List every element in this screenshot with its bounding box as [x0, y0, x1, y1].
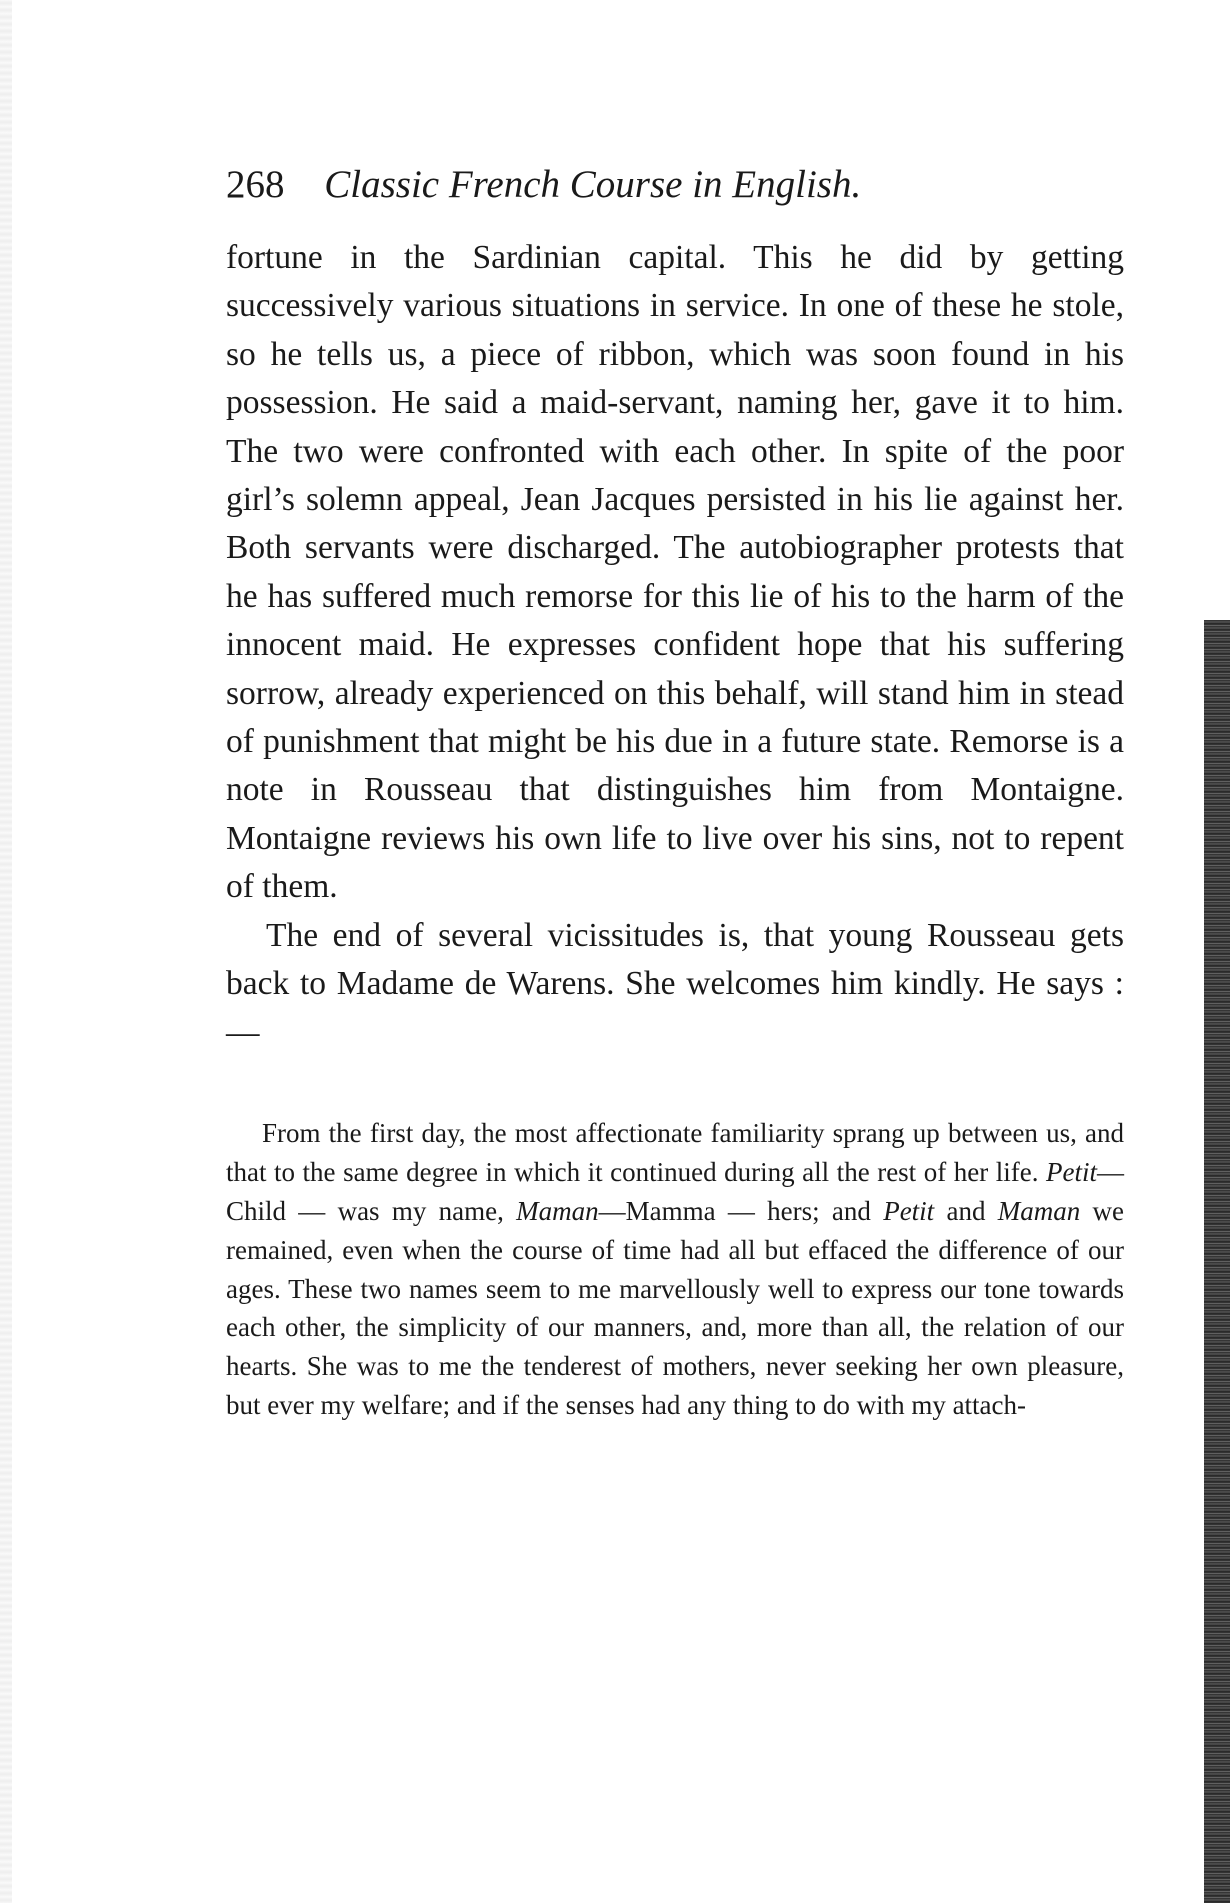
- page-left-edge: [0, 0, 12, 1903]
- body-paragraph-1: fortune in the Sardinian capital. This he did by getting successively various situations in service. In one of these he stole, so he tells us, a piece of ribbon, which was soon found in his possession. He said a maid-servant, naming her, gave it to him. The two were confronted with each other. In spite of the poor girl’s solemn appeal, Jean Jacques persisted in his lie against her. Both servants were discharged. The autobiographer protests that he has suffered much remorse for this lie of his to the harm of the innocent maid. He expresses confident hope that his suffering sorrow, already experienced on this behalf, will stand him in stead of punishment that might be his due in a future state. Remorse is a note in Rousseau that distinguishes him from Montaigne. Montaigne reviews his own life to live over his sins, not to repent of them.: [226, 239, 1124, 906]
- quote-text-5: we remained, even when the course of time had all but effaced the difference of our ages. These two names seem to me marvellously well to express our tone towards each other, the simplicity of our manners, and, more than all, the relation of our hearts. She was to me the tenderest of mothers, never seeking her own pleasure, but ever my welfare; and if the senses had any thing to do with my attach-: [226, 1195, 1124, 1421]
- quote-text-1: From the first day, the most affectionate familiarity sprang up between us, and that to the same degree in which it continued during all the rest of her life.: [226, 1117, 1124, 1187]
- block-quote: [226, 1114, 1124, 1425]
- page-number: 268: [226, 163, 285, 206]
- page-content: [226, 160, 1124, 1425]
- quote-text-2: —Child — was my name,: [226, 1156, 1124, 1226]
- running-head: [226, 160, 1124, 210]
- page-binding-edge: [1204, 620, 1230, 1903]
- body-paragraph-2: The end of several vicissitudes is, that young Rousseau gets back to Madame de Warens. She welcomes him kindly. He says : —: [226, 916, 1124, 1051]
- quote-term-petit: Petit: [1046, 1156, 1097, 1187]
- running-head-title: Classic French Course in English.: [324, 163, 862, 206]
- quote-term-petit-2: Petit: [883, 1195, 935, 1226]
- quote-text-4: and: [934, 1195, 998, 1226]
- quote-term-maman-2: Maman: [997, 1195, 1081, 1226]
- quote-text-3: —Mamma — hers; and: [598, 1195, 884, 1226]
- quote-term-maman: Maman: [516, 1195, 599, 1226]
